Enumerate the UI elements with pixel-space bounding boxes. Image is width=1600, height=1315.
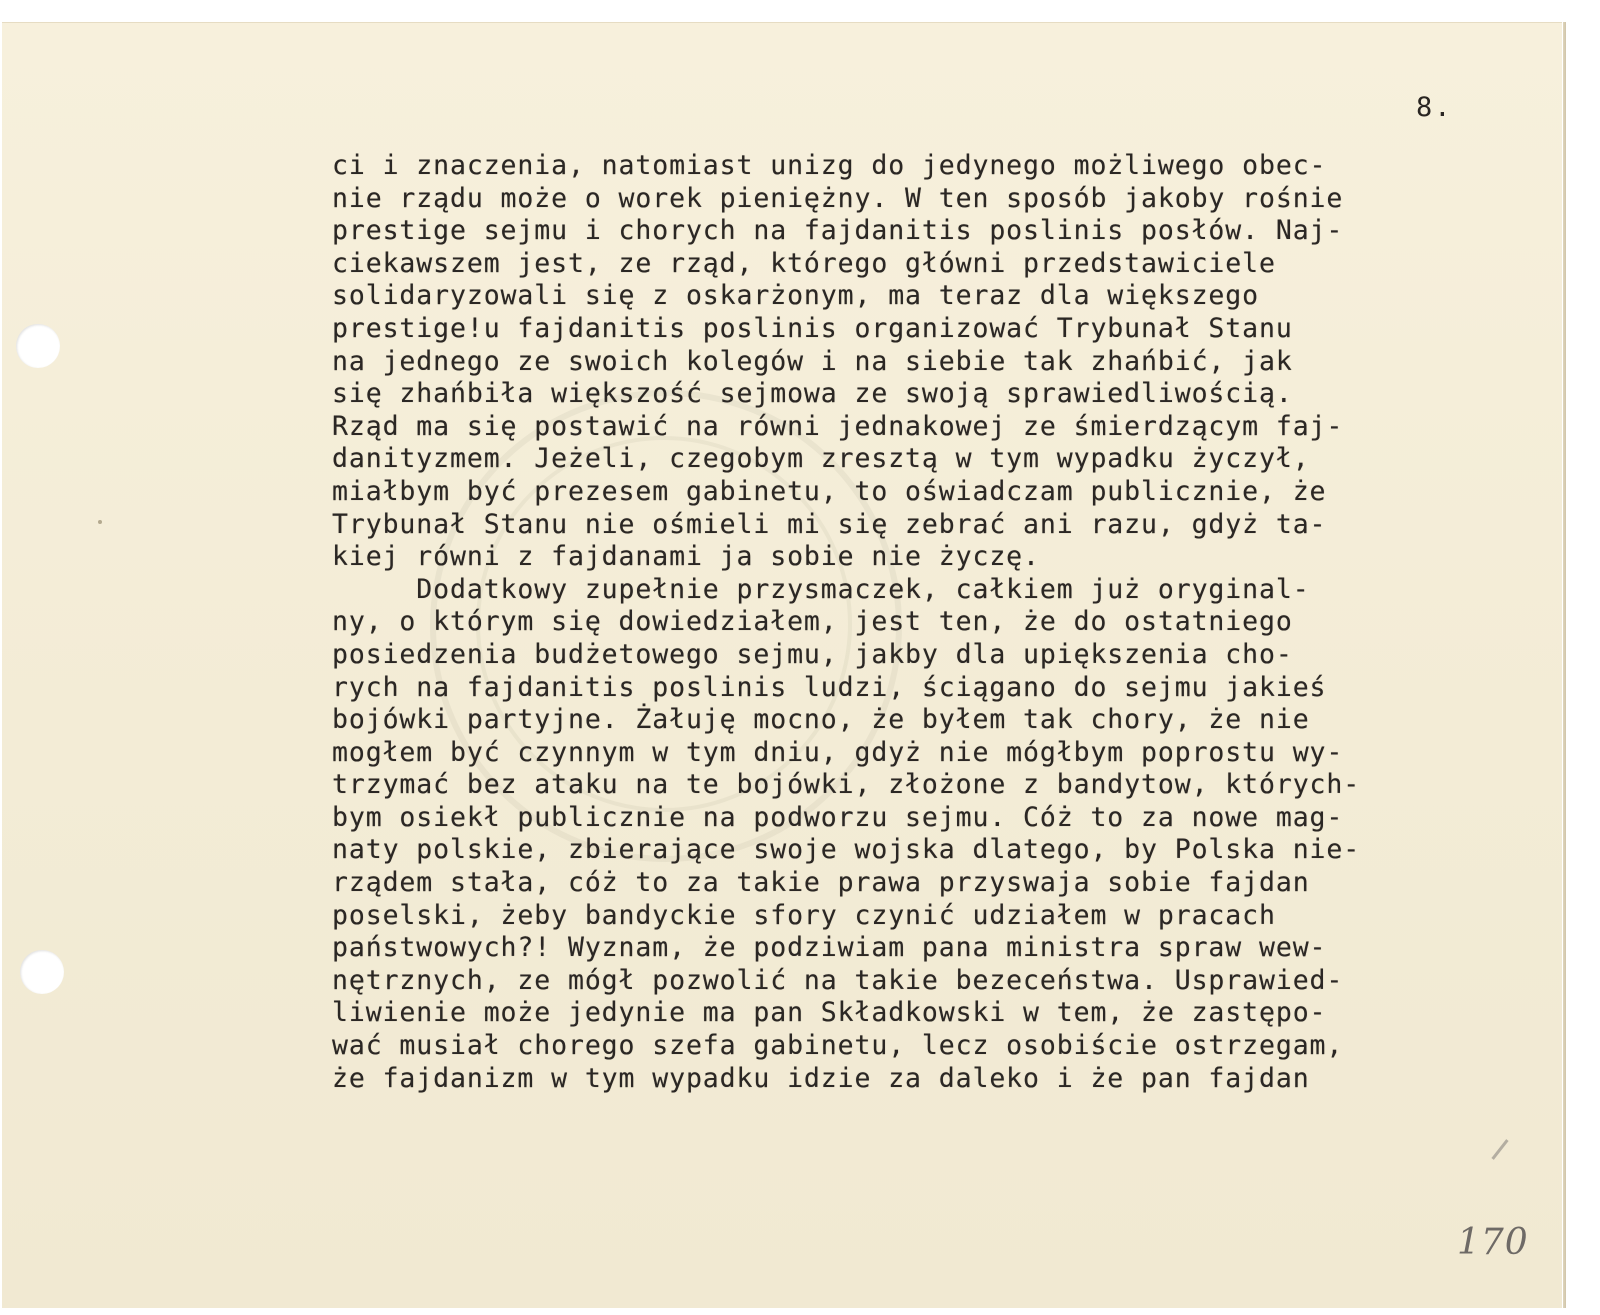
paper-right-edge bbox=[1563, 22, 1566, 1308]
text-line: danityzmem. Jeżeli, czegobym zresztą w tym wypadku życzył, bbox=[332, 443, 1310, 475]
text-line: wać musiał chorego szefa gabinetu, lecz osobiście ostrzegam, bbox=[332, 1030, 1344, 1062]
text-line: nętrznych, ze mógł pozwolić na takie bezeceństwa. Usprawied- bbox=[332, 964, 1344, 996]
text-line: naty polskie, zbierające swoje wojska dlatego, by Polska nie- bbox=[332, 834, 1361, 866]
text-line: się zhańbiła większość sejmowa ze swoją sprawiedliwością. bbox=[332, 378, 1293, 410]
text-line: rządem stała, cóż to za takie prawa przyswaja sobie fajdan bbox=[332, 867, 1310, 899]
text-line: ci i znaczenia, natomiast unizg do jedynego możliwego obec- bbox=[332, 150, 1327, 181]
text-line: nie rządu może o worek pieniężny. W ten sposób jakoby rośnie bbox=[332, 182, 1344, 214]
text-line: że fajdanizm w tym wypadku idzie za daleko i że pan fajdan bbox=[332, 1062, 1310, 1094]
text-line: Trybunał Stanu nie ośmieli mi się zebrać ani razu, gdyż ta- bbox=[332, 508, 1327, 540]
text-line: ciekawszem jest, ze rząd, którego główni przedstawiciele bbox=[332, 247, 1276, 279]
text-line: solidaryzowali się z oskarżonym, ma teraz dla większego bbox=[332, 280, 1259, 312]
text-line: Dodatkowy zupełnie przysmaczek, całkiem już oryginal- bbox=[332, 573, 1310, 605]
text-line: miałbym być prezesem gabinetu, to oświadczam publicznie, że bbox=[332, 475, 1327, 507]
text-line: poselski, żeby bandyckie sfory czynić udziałem w pracach bbox=[332, 899, 1276, 931]
text-line: prestige sejmu i chorych na fajdanitis poslinis posłów. Naj- bbox=[332, 215, 1344, 247]
punch-hole-top bbox=[16, 324, 60, 368]
text-line: prestige!u fajdanitis poslinis organizować Trybunał Stanu bbox=[332, 312, 1293, 344]
text-line: Rząd ma się postawić na równi jednakowej ze śmierdzącym faj- bbox=[332, 410, 1344, 442]
text-line: posiedzenia budżetowego sejmu, jakby dla upiększenia cho- bbox=[332, 638, 1293, 670]
text-line: trzymać bez ataku na te bojówki, złożone z bandytow, których- bbox=[332, 769, 1361, 801]
text-line: państwowych?! Wyznam, że podziwiam pana ministra spraw wew- bbox=[332, 932, 1327, 964]
text-line: bym osiekł publicznie na podworzu sejmu. Cóż to za nowe mag- bbox=[332, 801, 1344, 833]
page-number: 8. bbox=[1416, 92, 1453, 123]
typed-body-text bbox=[332, 150, 1562, 1095]
text-line: rych na fajdanitis poslinis ludzi, ściągano do sejmu jakieś bbox=[332, 671, 1327, 703]
punch-hole-bottom bbox=[20, 950, 64, 994]
handwritten-archive-number: 170 bbox=[1457, 1222, 1529, 1263]
text-line: ny, o którym się dowiedziałem, jest ten, że do ostatniego bbox=[332, 606, 1293, 638]
paper-spot bbox=[98, 520, 102, 524]
text-line: mogłem być czynnym w tym dniu, gdyż nie mógłbym poprostu wy- bbox=[332, 736, 1344, 768]
text-line: liwienie może jedynie ma pan Składkowski w tem, że zastępo- bbox=[332, 997, 1327, 1029]
text-line: kiej równi z fajdanami ja sobie nie życzę. bbox=[332, 541, 1040, 573]
text-line: na jednego ze swoich kolegów i na siebie tak zhańbić, jak bbox=[332, 345, 1293, 377]
text-line: bojówki partyjne. Żałuję mocno, że byłem tak chory, że nie bbox=[332, 704, 1310, 736]
